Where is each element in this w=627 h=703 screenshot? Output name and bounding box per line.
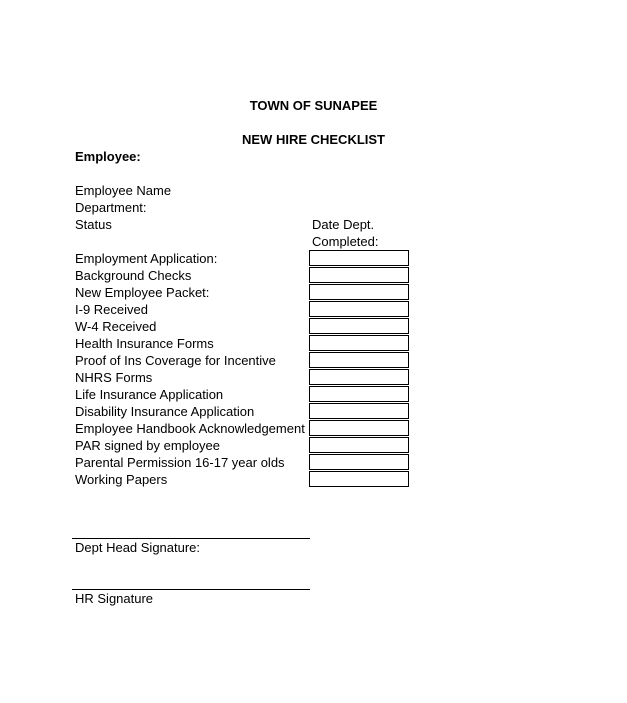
checklist-item: W-4 Received [75,319,157,334]
date-completed-box[interactable] [309,267,409,283]
date-completed-box[interactable] [309,301,409,317]
date-completed-box[interactable] [309,369,409,385]
date-completed-box[interactable] [309,335,409,351]
status-label: Status [75,217,112,232]
checklist-item: New Employee Packet: [75,285,210,300]
hr-signature-label: HR Signature [75,591,154,606]
checklist-item: Disability Insurance Application [75,404,255,419]
page-title: NEW HIRE CHECKLIST [242,132,385,147]
date-column-header-line1: Date Dept. [312,217,375,232]
date-completed-box[interactable] [309,454,409,470]
checklist-item: Background Checks [75,268,192,283]
checklist-item: Working Papers [75,472,168,487]
checklist-item: NHRS Forms [75,370,153,385]
dept-head-signature-label: Dept Head Signature: [75,540,201,555]
date-completed-box[interactable] [309,437,409,453]
date-completed-box[interactable] [309,250,409,266]
checklist-item: PAR signed by employee [75,438,221,453]
date-completed-box[interactable] [309,420,409,436]
date-completed-box[interactable] [309,284,409,300]
checklist-item: Employee Handbook Acknowledgement [75,421,305,436]
checklist-item: Parental Permission 16-17 year olds [75,455,285,470]
employee-heading: Employee: [75,149,141,164]
checklist-item: Health Insurance Forms [75,336,214,351]
checklist-item: Life Insurance Application [75,387,224,402]
date-completed-box[interactable] [309,352,409,368]
employee-name-label: Employee Name [75,183,172,198]
town-title: TOWN OF SUNAPEE [249,98,378,113]
checklist-item: I-9 Received [75,302,148,317]
date-completed-box[interactable] [309,318,409,334]
department-label: Department: [75,200,147,215]
checklist-item: Employment Application: [75,251,218,266]
date-completed-box[interactable] [309,386,409,402]
date-completed-box[interactable] [309,471,409,487]
date-column-header-line2: Completed: [312,234,379,249]
date-completed-box[interactable] [309,403,409,419]
checklist-item: Proof of Ins Coverage for Incentive [75,353,276,368]
